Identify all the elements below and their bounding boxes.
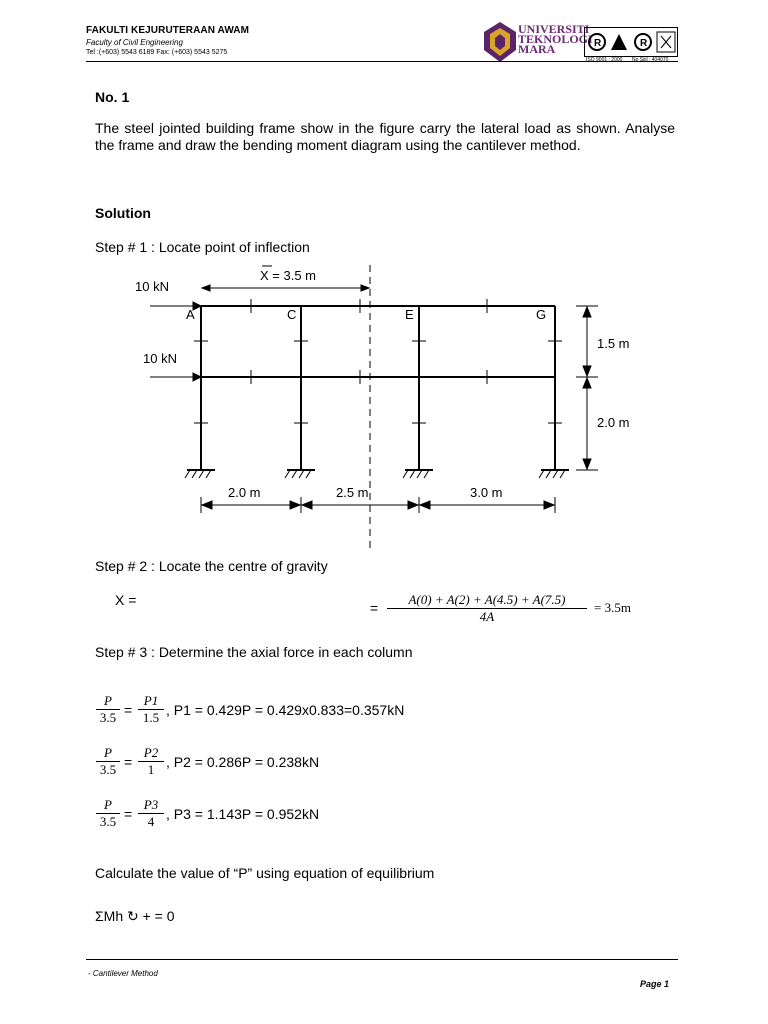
moment-equation: ΣMh ↻ + = 0 — [95, 908, 175, 924]
node-a-label: A — [186, 307, 195, 322]
axial-2-right-den: 1 — [147, 762, 155, 777]
axial-1-eq: = — [124, 702, 133, 718]
xbar-label: X = 3.5 m — [260, 268, 316, 283]
axial-1-left-num: P — [96, 693, 120, 710]
axial-3-left-num: P — [96, 797, 120, 814]
university-line-2: TEKNOLOGI — [518, 32, 593, 46]
axial-2-right-fraction — [138, 745, 164, 778]
axial-1-left-den: 3.5 — [99, 710, 117, 725]
axial-3-left-den: 3.5 — [99, 814, 117, 829]
step-1: Step # 1 : Locate point of inflection — [95, 239, 310, 255]
height-dimensions — [576, 306, 598, 470]
centroid-fraction — [387, 592, 587, 625]
footer-rule — [86, 959, 678, 960]
span-1-label: 2.0 m — [228, 485, 261, 500]
university-line-1: UNIVERSITI — [518, 22, 590, 36]
problem-statement: The steel jointed building frame show in the figure carry the lateral load as shown. Analyse the frame and draw the bending moment diagram using the cantilever method. — [95, 120, 675, 153]
axial-3-right-fraction — [138, 797, 164, 830]
iso-cert: ISO 9001 : 2000 — [586, 57, 623, 63]
axial-1-text: , P1 = 0.429P = 0.429x0.833=0.357kN — [166, 702, 405, 718]
axial-3-eq: = — [124, 806, 133, 822]
page-number: Page 1 — [640, 979, 670, 989]
axial-2-left-num: P — [96, 745, 120, 762]
span-3-label: 3.0 m — [470, 485, 503, 500]
axial-2-left-den: 3.5 — [99, 762, 117, 777]
centroid-numerator: A(0) + A(2) + A(4.5) + A(7.5) — [387, 592, 587, 609]
axial-2-text: , P2 = 0.286P = 0.238kN — [166, 754, 320, 770]
frame-columns — [201, 306, 555, 470]
frame-beams — [201, 306, 555, 377]
node-e-label: E — [405, 307, 414, 322]
height-bottom-label: 2.0 m — [597, 415, 630, 430]
problem-title: No. 1 — [95, 89, 130, 105]
load-top-label: 10 kN — [135, 279, 169, 294]
axial-1-right-fraction — [138, 693, 164, 726]
axial-3-right-den: 4 — [147, 814, 155, 829]
equilibrium-text: Calculate the value of “P” using equation of equilibrium — [95, 865, 435, 881]
axial-3-right-num: P3 — [138, 797, 164, 814]
axial-3-left-fraction — [96, 797, 120, 830]
node-c-label: C — [287, 307, 297, 322]
span-2-label: 2.5 m — [336, 485, 369, 500]
svg-text:R: R — [640, 38, 648, 49]
faculty-name-english: Faculty of Civil Engineering — [86, 38, 183, 47]
load-mid-label: 10 kN — [143, 351, 177, 366]
axial-2-left-fraction — [96, 745, 120, 778]
axial-1-left-fraction — [96, 693, 120, 726]
axial-2-right-num: P2 — [138, 745, 164, 762]
faculty-name: FAKULTI KEJURUTERAAN AWAM — [86, 25, 250, 36]
svg-text:R: R — [594, 38, 602, 49]
axial-3-text: , P3 = 1.143P = 0.952kN — [166, 806, 320, 822]
axial-1-right-num: P1 — [138, 693, 164, 710]
step-3: Step # 3 : Determine the axial force in each column — [95, 644, 413, 660]
fixed-support-icon — [185, 470, 569, 478]
centroid-result: = 3.5m — [594, 600, 631, 615]
solution-heading: Solution — [95, 205, 151, 221]
axial-2-eq: = — [124, 754, 133, 770]
centroid-lhs: X = — [115, 592, 137, 608]
height-top-label: 1.5 m — [597, 336, 630, 351]
node-g-label: G — [536, 307, 547, 322]
contact-info: Tel :(+603) 5543 6189 Fax: (+603) 5543 5275 — [86, 49, 228, 56]
column-inflection-ticks — [194, 341, 562, 423]
axial-1-right-den: 1.5 — [142, 710, 160, 725]
step-2: Step # 2 : Locate the centre of gravity — [95, 558, 328, 574]
footer-title: - Cantilever Method — [88, 969, 158, 978]
university-line-3: MARA — [518, 42, 556, 56]
centroid-denominator: 4A — [479, 609, 495, 624]
centroid-equals: = — [370, 600, 379, 616]
cert-number: No Sijil : 404070 — [632, 57, 669, 63]
